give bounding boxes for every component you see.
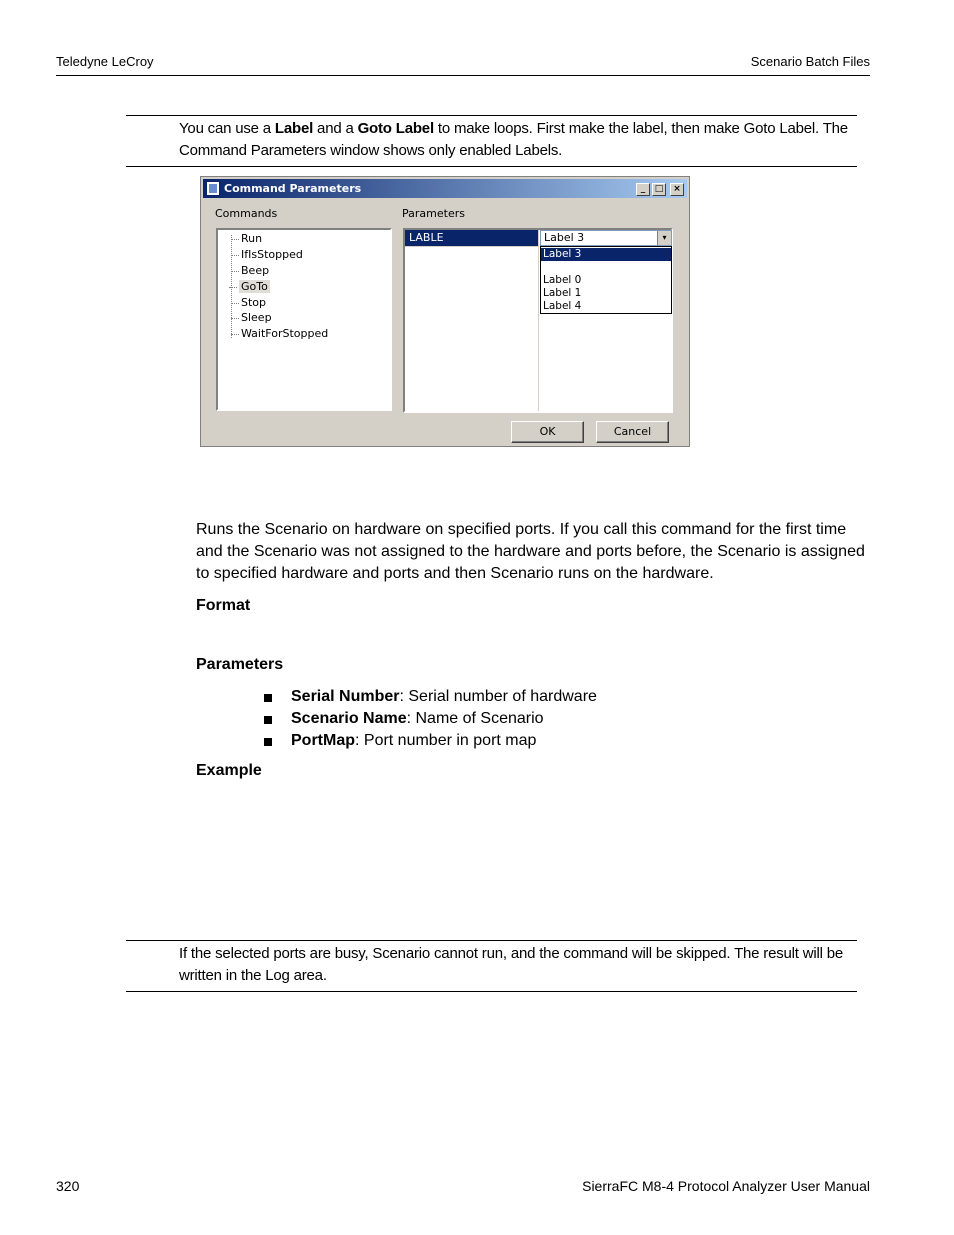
dropdown-option-highlighted[interactable]: Label 3 xyxy=(541,248,671,261)
note-label-loops: You can use a Label and a Goto Label to make loops. First make the label, then make Goto Label. The Command Parameters window shows only enabled Labels. xyxy=(179,120,848,159)
grid-column-divider xyxy=(538,230,539,411)
command-item[interactable]: Sleep xyxy=(241,311,272,324)
note-bottom-rule xyxy=(126,991,857,992)
minimize-icon[interactable]: _ xyxy=(636,183,650,196)
note-top-rule xyxy=(126,940,857,941)
cancel-button[interactable]: Cancel xyxy=(596,421,669,443)
command-item[interactable]: IfIsStopped xyxy=(241,248,303,261)
dropdown-option[interactable]: Label 4 xyxy=(543,300,582,312)
command-item-selected[interactable]: GoTo xyxy=(241,280,268,293)
dialog-title: Command Parameters xyxy=(224,182,362,195)
parameters-grid xyxy=(403,228,673,413)
command-parameters-dialog xyxy=(200,176,690,447)
dropdown-option[interactable]: Label 1 xyxy=(543,287,582,299)
commands-label: Commands xyxy=(215,207,278,220)
page-number: 320 xyxy=(56,1178,80,1194)
close-icon[interactable]: × xyxy=(670,183,684,196)
header-left: Teledyne LeCroy xyxy=(56,54,154,69)
label-select[interactable] xyxy=(540,230,672,246)
list-item: PortMap: Port number in port map xyxy=(264,730,597,752)
list-item: Scenario Name: Name of Scenario xyxy=(264,708,597,730)
grid-row-divider xyxy=(405,246,539,247)
example-heading: Example xyxy=(196,762,262,779)
commands-tree[interactable] xyxy=(216,228,392,411)
command-item[interactable]: Run xyxy=(241,232,263,245)
label-select-value: Label 3 xyxy=(544,231,585,244)
parameter-list xyxy=(264,686,597,752)
command-item[interactable]: Stop xyxy=(241,296,267,309)
dialog-titlebar[interactable] xyxy=(203,179,687,198)
note-busy-ports: If the selected ports are busy, Scenario cannot run, and the command will be skipped. The result will be written in the Log area. xyxy=(179,945,844,984)
header-rule xyxy=(56,75,870,76)
footer-title: SierraFC M8-4 Protocol Analyzer User Manual xyxy=(582,1178,870,1194)
param-name-cell[interactable]: LABLE xyxy=(405,230,539,246)
ok-button[interactable]: OK xyxy=(511,421,584,443)
note-top-rule xyxy=(126,115,857,116)
note-bottom-rule xyxy=(126,166,857,167)
format-heading: Format xyxy=(196,597,251,614)
label-dropdown-list xyxy=(540,246,672,314)
header-right: Scenario Batch Files xyxy=(750,54,870,69)
maximize-icon[interactable]: □ xyxy=(652,183,666,196)
parameters-heading: Parameters xyxy=(196,656,284,673)
app-icon xyxy=(206,181,220,196)
chevron-down-icon[interactable]: ▾ xyxy=(657,231,671,245)
run-description: Runs the Scenario on hardware on specified ports. If you call this command for the first time and the Scenario was not assigned to the hardware and ports before, the Scenario is assigned to specified hardware and ports and then Scenario runs on the hardware. xyxy=(196,521,865,582)
dropdown-option[interactable]: Label 0 xyxy=(543,274,582,286)
parameters-label: Parameters xyxy=(402,207,465,220)
command-item[interactable]: Beep xyxy=(241,264,270,277)
list-item: Serial Number: Serial number of hardware xyxy=(264,686,597,708)
command-item[interactable]: WaitForStopped xyxy=(241,327,329,340)
